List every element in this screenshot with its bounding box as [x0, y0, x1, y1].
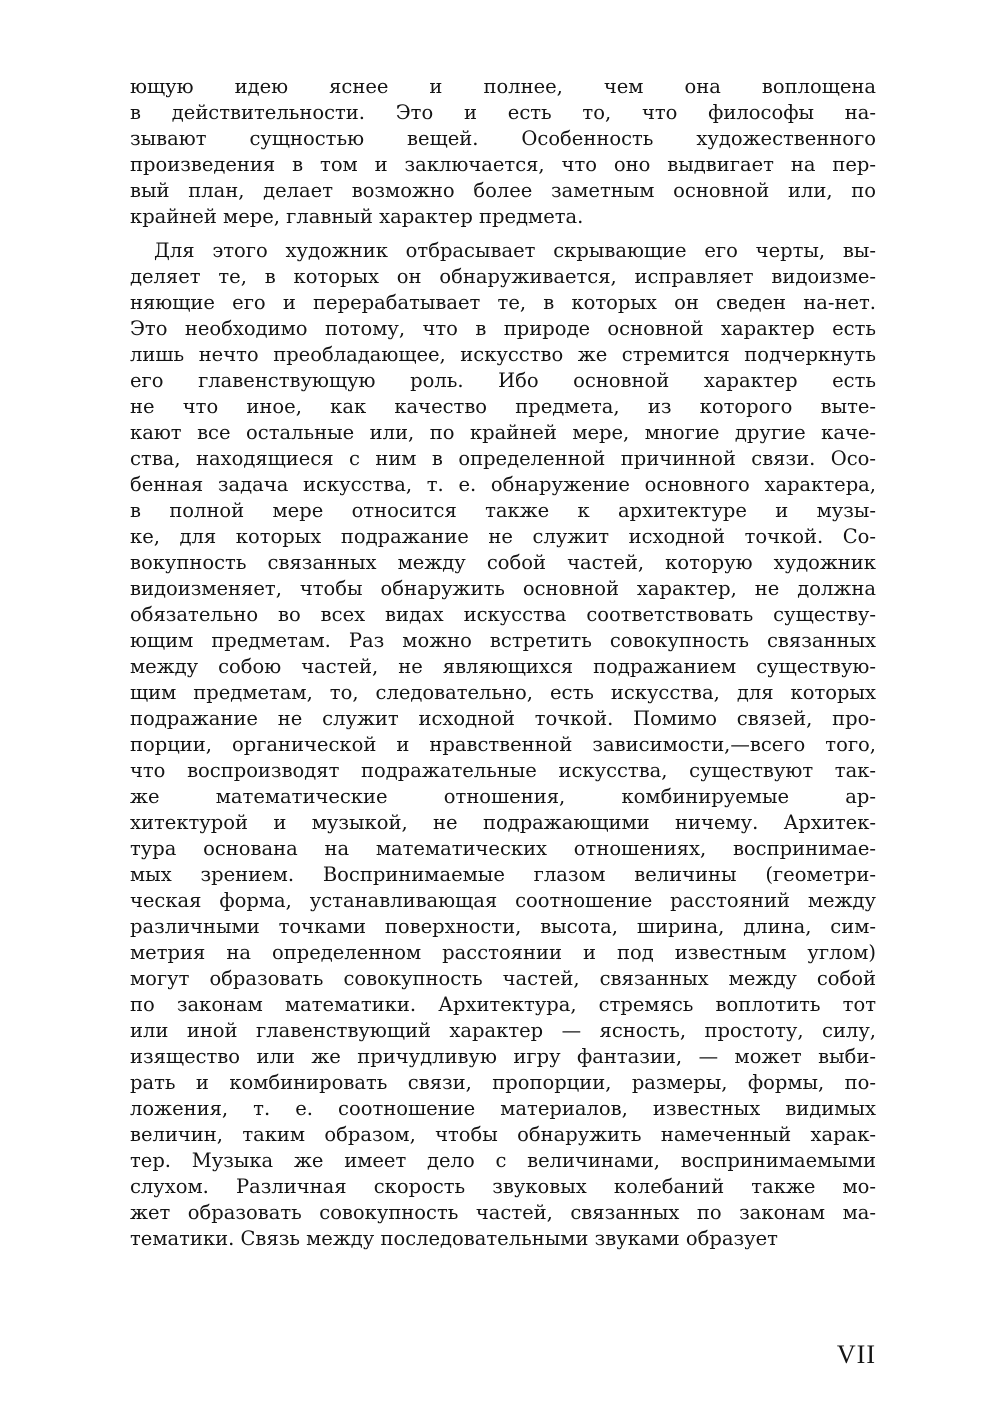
text-line: тер. Музыка же имеет дело с величинами, воспринимаемыми — [130, 1149, 876, 1172]
text-line: в действительности. Это и есть то, что философы на- — [130, 101, 876, 124]
text-line: вокупность связанных между собой частей, которую художник — [130, 551, 876, 574]
text-line: Для этого художник отбрасывает скрывающие его черты, вы- — [154, 239, 876, 262]
text-line: крайней мере, главный характер предмета. — [130, 205, 584, 228]
text-line: порции, органической и нравственной зависимости,—всего того, — [130, 733, 876, 756]
page-number: VII — [836, 1340, 876, 1369]
text-line: изящество или же причудливую игру фантазии, — может выби- — [130, 1045, 876, 1068]
text-line: деляет те, в которых он обнаруживается, исправляет видоизме- — [130, 265, 876, 288]
text-line: ческая форма, устанавливающая соотношение расстояний между — [130, 889, 876, 912]
text-line: вый план, делает возможно более заметным основной или, по — [130, 179, 876, 202]
text-line: зывают сущностью вещей. Особенность художественного — [130, 127, 876, 150]
paragraph-1 — [130, 74, 876, 230]
text-line: слухом. Различная скорость звуковых колебаний также мо- — [130, 1175, 876, 1198]
paragraph-gap — [130, 230, 876, 238]
text-line: мых зрением. Воспринимаемые глазом величины (геометри- — [130, 863, 876, 886]
text-line: видоизменяет, чтобы обнаружить основной характер, не должна — [130, 577, 876, 600]
text-line: ющим предметам. Раз можно встретить совокупность связанных — [130, 629, 876, 652]
text-line: ющую идею яснее и полнее, чем она воплощена — [130, 75, 876, 98]
text-line: Это необходимо потому, что в природе основной характер есть — [130, 317, 876, 340]
text-line: бенная задача искусства, т. е. обнаружение основного характера, — [130, 473, 876, 496]
text-line: его главенствующую роль. Ибо основной характер есть — [130, 369, 876, 392]
text-line: рать и комбинировать связи, пропорции, размеры, формы, по- — [130, 1071, 876, 1094]
text-line: различными точками поверхности, высота, ширина, длина, сим- — [130, 915, 876, 938]
text-line: по законам математики. Архитектура, стремясь воплотить тот — [130, 993, 876, 1016]
text-line: няющие его и перерабатывает те, в которых он сведен на-нет. — [130, 291, 876, 314]
text-line: между собою частей, не являющихся подражанием существую- — [130, 655, 876, 678]
text-line: лишь нечто преобладающее, искусство же стремится подчеркнуть — [130, 343, 876, 366]
text-line: жет образовать совокупность частей, связанных по законам ма- — [130, 1201, 876, 1224]
text-line: метрия на определенном расстоянии и под известным углом) — [130, 941, 876, 964]
text-line: обязательно во всех видах искусства соответствовать существу- — [130, 603, 876, 626]
text-line: величин, таким образом, чтобы обнаружить намеченный харак- — [130, 1123, 876, 1146]
text-line: хитектурой и музыкой, не подражающими ничему. Архитек- — [130, 811, 876, 834]
text-line: или иной главенствующий характер — ясность, простоту, силу, — [130, 1019, 876, 1042]
text-line: ства, находящиеся с ним в определенной причинной связи. Осо- — [130, 447, 876, 470]
text-line: кают все остальные или, по крайней мере, многие другие каче- — [130, 421, 876, 444]
text-line: же математические отношения, комбинируемые ар- — [130, 785, 876, 808]
text-line: не что иное, как качество предмета, из которого выте- — [130, 395, 876, 418]
text-line: щим предметам, то, следовательно, есть искусства, для которых — [130, 681, 876, 704]
text-line: ложения, т. е. соотношение материалов, известных видимых — [130, 1097, 876, 1120]
body-text — [130, 74, 876, 1252]
text-line: подражание не служит исходной точкой. Помимо связей, про- — [130, 707, 876, 730]
text-line: тематики. Связь между последовательными звуками образует — [130, 1227, 778, 1250]
text-line: в полной мере относится также к архитектуре и музы- — [130, 499, 876, 522]
text-line: ке, для которых подражание не служит исходной точкой. Со- — [130, 525, 876, 548]
text-line: тура основана на математических отношениях, воспринимае- — [130, 837, 876, 860]
paragraph-2 — [130, 238, 876, 1252]
text-line: произведения в том и заключается, что оно выдвигает на пер- — [130, 153, 876, 176]
text-line: что воспроизводят подражательные искусства, существуют так- — [130, 759, 876, 782]
text-line: могут образовать совокупность частей, связанных между собой — [130, 967, 876, 990]
